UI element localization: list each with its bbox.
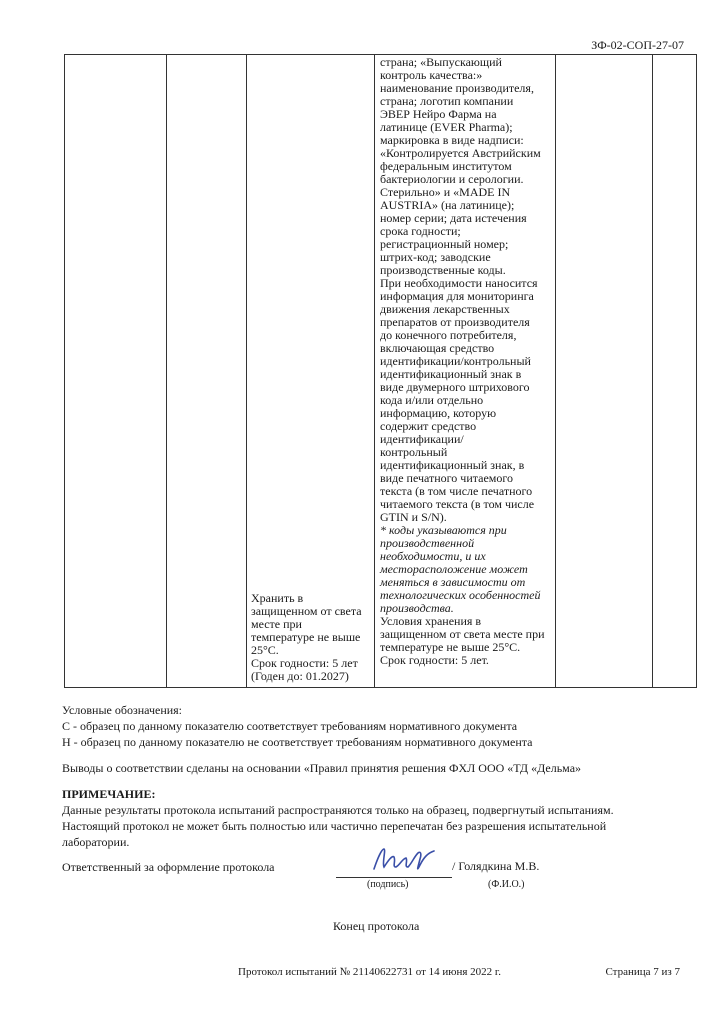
note-line: меняться в зависимости от bbox=[380, 575, 526, 589]
description-line: идентификационный знак в bbox=[380, 367, 522, 381]
description-line: идентификации/контрольный bbox=[380, 354, 531, 368]
storage-line: 25°С. bbox=[251, 643, 279, 657]
storage-line: Хранить в bbox=[251, 591, 304, 605]
description-line: виде двумерного штрихового bbox=[380, 380, 530, 394]
note-line: месторасположение может bbox=[380, 562, 528, 576]
name-caption: (Ф.И.О.) bbox=[488, 879, 525, 890]
description-line: AUSTRIA» (на латинице); bbox=[380, 198, 515, 212]
table-column-divider bbox=[652, 55, 653, 687]
storage-conditions bbox=[380, 615, 556, 667]
description-line: федеральным институтом bbox=[380, 159, 512, 173]
description-line: GTIN и S/N). bbox=[380, 510, 447, 524]
description-text bbox=[380, 56, 556, 524]
description-line: страна; «Выпускающий bbox=[380, 55, 502, 69]
description-line: до конечного потребителя, bbox=[380, 328, 517, 342]
description-line: идентификационный знак, в bbox=[380, 458, 525, 472]
results-table bbox=[64, 54, 697, 688]
description-line: При необходимости наносится bbox=[380, 276, 538, 290]
signer-name: / Голядкина М.В. bbox=[452, 859, 540, 873]
note-line: лаборатории. bbox=[62, 835, 130, 849]
conditions-line: температуре не выше 25°С. bbox=[380, 640, 521, 654]
description-line: препаратов от производителя bbox=[380, 315, 530, 329]
description-line: читаемого текста (в том числе bbox=[380, 497, 535, 511]
description-line: виде печатного читаемого bbox=[380, 471, 514, 485]
description-line: содержит средство bbox=[380, 419, 477, 433]
conclusion-text: Выводы о соответствии сделаны на основании «Правил принятия решения ФХЛ ООО «ТД «Дельма» bbox=[62, 761, 582, 775]
description-line: штрих-код; заводские bbox=[380, 250, 491, 264]
conditions-line: Условия хранения в bbox=[380, 614, 482, 628]
legend-title: Условные обозначения: bbox=[62, 703, 183, 717]
description-line: информацию, которую bbox=[380, 406, 497, 420]
description-line: ЭВЕР Нейро Фарма на bbox=[380, 107, 497, 121]
note-line: Настоящий протокол не может быть полностью или частично перепечатан без разрешения испытательной bbox=[62, 819, 607, 833]
description-line: текста (в том числе печатного bbox=[380, 484, 533, 498]
note-line: Данные результаты протокола испытаний распространяются только на образец, подвергнутый испытаниям. bbox=[62, 803, 614, 817]
document-code: ЗФ-02-СОП-27-07 bbox=[591, 38, 684, 52]
description-line: включающая средство bbox=[380, 341, 495, 355]
description-line: информация для мониторинга bbox=[380, 289, 534, 303]
description-line: номер серии; дата истечения bbox=[380, 211, 527, 225]
description-line: страна; логотип компании bbox=[380, 94, 514, 108]
description-line: латинице (EVER Pharma); bbox=[380, 120, 513, 134]
description-line: Стерильно» и «MADE IN bbox=[380, 185, 511, 199]
storage-line: Срок годности: 5 лет bbox=[251, 656, 358, 670]
note-line: производственной bbox=[380, 536, 475, 550]
description-line: «Контролируется Австрийским bbox=[380, 146, 541, 160]
signature-line bbox=[336, 877, 452, 878]
footer-protocol: Протокол испытаний № 21140622731 от 14 июня 2022 г. bbox=[238, 966, 501, 978]
note-line: производства. bbox=[380, 601, 454, 615]
footer-page-number: Страница 7 из 7 bbox=[605, 966, 680, 978]
legend-n: Н - образец по данному показателю не соответствует требованиям нормативного документа bbox=[62, 735, 533, 749]
note-line: технологических особенностей bbox=[380, 588, 541, 602]
note-heading: ПРИМЕЧАНИЕ: bbox=[62, 787, 156, 801]
signature-label: Ответственный за оформление протокола bbox=[62, 860, 275, 874]
storage-line: защищенном от света bbox=[251, 604, 362, 618]
description-line: наименование производителя, bbox=[380, 81, 534, 95]
description-line: идентификации/ bbox=[380, 432, 464, 446]
conditions-line: Срок годности: 5 лет. bbox=[380, 653, 489, 667]
signature-caption: (подпись) bbox=[367, 879, 409, 890]
storage-line: месте при bbox=[251, 617, 302, 631]
description-cell bbox=[380, 56, 556, 667]
description-line: кода и/или отдельно bbox=[380, 393, 484, 407]
storage-requirement-cell bbox=[251, 592, 375, 683]
note-section bbox=[62, 786, 614, 850]
storage-line: температуре не выше bbox=[251, 630, 361, 644]
description-line: движения лекарственных bbox=[380, 302, 510, 316]
note-line: необходимости, и их bbox=[380, 549, 486, 563]
description-line: регистрационный номер; bbox=[380, 237, 509, 251]
description-line: контрольный bbox=[380, 445, 448, 459]
description-line: срока годности; bbox=[380, 224, 461, 238]
description-line: контроль качества:» bbox=[380, 68, 483, 82]
description-line: бактериологии и серологии. bbox=[380, 172, 524, 186]
production-codes-note bbox=[380, 524, 556, 615]
end-of-protocol: Конец протокола bbox=[333, 919, 420, 933]
description-line: маркировка в виде надписи: bbox=[380, 133, 524, 147]
handwritten-signature bbox=[370, 843, 440, 877]
description-line: производственные коды. bbox=[380, 263, 506, 277]
table-column-divider bbox=[166, 55, 167, 687]
legend-c: С - образец по данному показателю соответствует требованиям нормативного документа bbox=[62, 719, 518, 733]
storage-line: (Годен до: 01.2027) bbox=[251, 669, 349, 683]
note-line: * коды указываются при bbox=[380, 523, 507, 537]
legend bbox=[62, 702, 532, 750]
conditions-line: защищенном от света месте при bbox=[380, 627, 545, 641]
table-column-divider bbox=[246, 55, 247, 687]
